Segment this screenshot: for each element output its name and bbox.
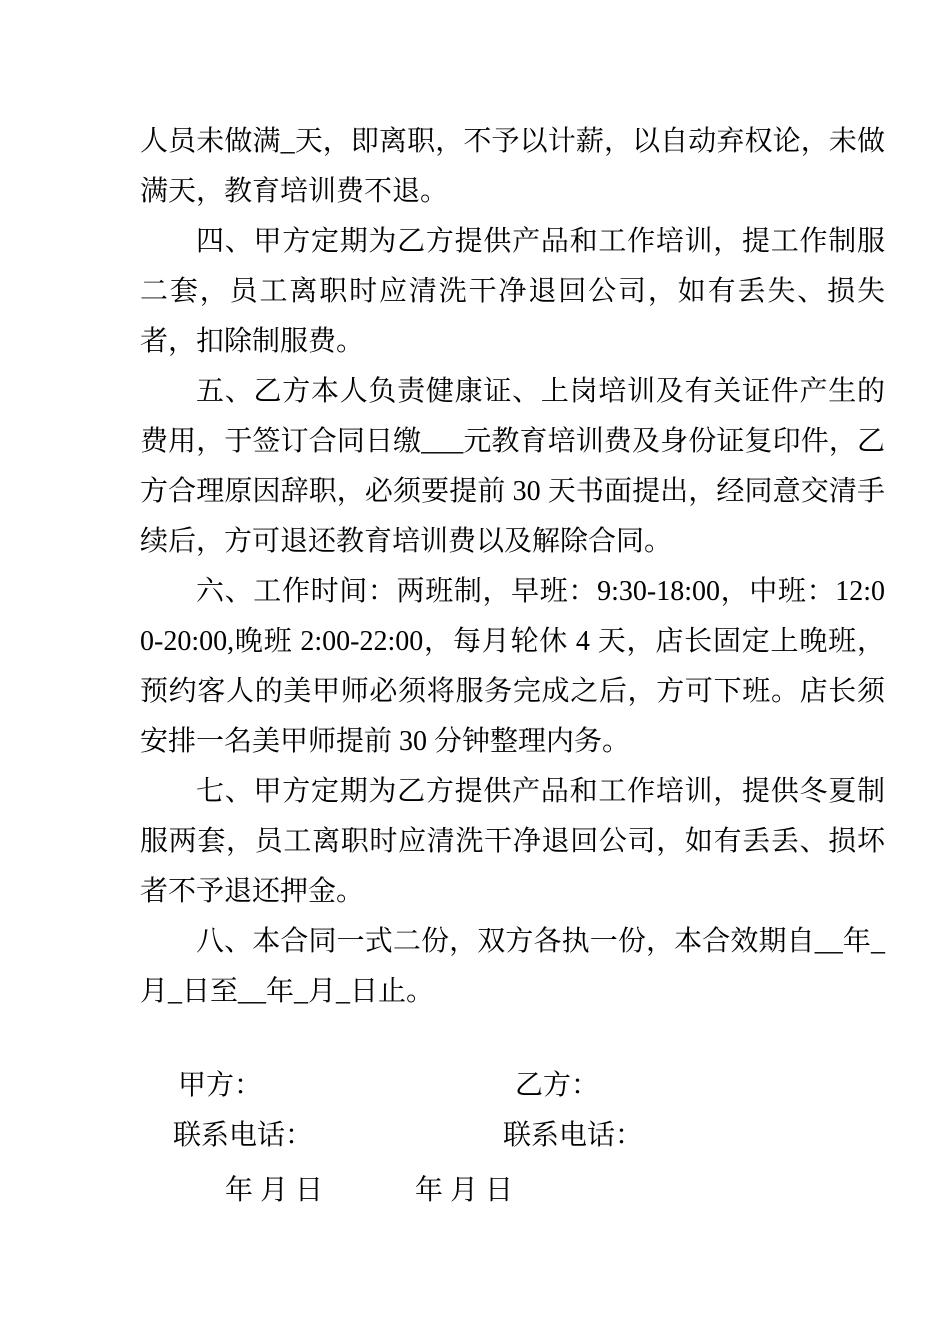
contract-paragraph-clause-8: 八、本合同一式二份，双方各执一份，本合效期自__年_月_日至__年_月_日止。 — [140, 926, 885, 1007]
contract-paragraph-continuation: 人员未做满_天，即离职，不予以计薪，以自动弃权论，未做满天，教育培训费不退。 — [140, 126, 885, 207]
contract-paragraph-clause-4: 四、甲方定期为乙方提供产品和工作培训，提工作制服二套，员工离职时应清洗干净退回公司，如有丢失、损失者，扣除制服费。 — [140, 226, 885, 357]
contract-paragraph-clause-7: 七、甲方定期为乙方提供产品和工作培训，提供冬夏制服两套，员工离职时应清洗干净退回公司，如有丢丢、损坏者不予退还押金。 — [140, 776, 885, 907]
contract-paragraph-clause-6: 六、工作时间：两班制，早班：9:30-18:00，中班：12:00-20:00,晚班 2:00-22:00，每月轮休 4 天，店长固定上晚班，预约客人的美甲师必须将服务完成之后，方可下班。店长须安排一名美甲师提前 30 分钟整理内务。 — [140, 576, 885, 757]
party-b-label: 乙方： — [515, 1070, 600, 1101]
signature-parties-row — [140, 1061, 885, 1111]
signature-phones-row — [140, 1111, 885, 1161]
contract-paragraph-clause-5: 五、乙方本人负责健康证、上岗培训及有关证件产生的费用，于签订合同日缴___元教育培训费及身份证复印件，乙方合理原因辞职，必须要提前 30 天书面提出，经同意交清手续后，方可退还教育培训费以及解除合同。 — [140, 376, 885, 557]
party-a-label: 甲方： — [178, 1070, 263, 1101]
party-a-date-label: 年 月 日 — [225, 1175, 324, 1206]
party-a-phone-label: 联系电话： — [173, 1120, 314, 1151]
party-b-phone-label: 联系电话： — [503, 1120, 644, 1151]
contract-body — [140, 117, 885, 1017]
signature-dates-row — [140, 1166, 885, 1216]
party-b-date-label: 年 月 日 — [415, 1175, 514, 1206]
signature-block — [140, 1061, 885, 1216]
